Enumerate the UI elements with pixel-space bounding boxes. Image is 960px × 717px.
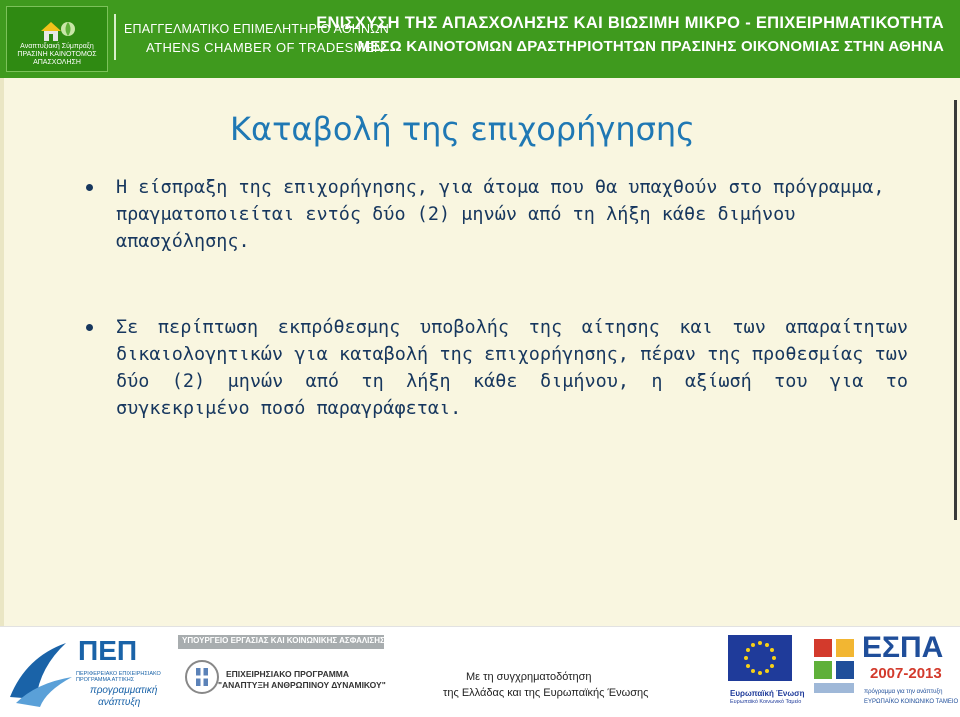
pep-subtitle-1: προγραμματική bbox=[90, 685, 158, 696]
house-leaf-icon bbox=[37, 17, 77, 43]
footer-logos bbox=[0, 626, 960, 717]
ministry-name: ΥΠΟΥΡΓΕΙΟ ΕΡΓΑΣΙΑΣ ΚΑΙ ΚΟΙΝΩΝΙΚΗΣ ΑΣΦΑΛΙΣΗΣ bbox=[182, 636, 385, 645]
bullet-text: Η είσπραξη της επιχορήγησης, για άτομα που θα υπαχθούν στο πρόγραμμα, πραγματοποιείται εντός δύο (2) μηνών από τη λήξη κάθε διμήνου απασχόλησης. bbox=[116, 177, 885, 252]
bullet-dot-icon bbox=[86, 184, 93, 191]
pep-program-name: ΠΕΡΙΦΕΡΕΙΑΚΟ ΕΠΙΧΕΙΡΗΣΙΑΚΟ ΠΡΟΓΡΑΜΜΑ ΑΤΤΙΚΗΣ bbox=[76, 671, 161, 683]
espa-title: ΕΣΠΑ bbox=[862, 631, 944, 664]
pep-acronym: ΠΕΠ bbox=[78, 635, 138, 666]
operational-program-line-2: "ΑΝΑΠΤΥΞΗ ΑΝΘΡΩΠΙΝΟΥ ΔΥΝΑΜΙΚΟΥ" bbox=[218, 680, 386, 690]
bullet-item bbox=[116, 174, 908, 255]
chamber-name-english: ATHENS CHAMBER OF TRADESMEN bbox=[146, 40, 384, 55]
slide-title: Καταβολή της επιχορήγησης bbox=[230, 110, 695, 148]
pep-subtitle-2: ανάπτυξη bbox=[98, 697, 141, 708]
slide-left-edge bbox=[0, 78, 4, 626]
operational-program-line-1: ΕΠΙΧΕΙΡΗΣΙΑΚΟ ΠΡΟΓΡΑΜΜΑ bbox=[226, 669, 350, 679]
pep-logo bbox=[6, 631, 166, 715]
bullet-text: Σε περίπτωση εκπρόθεσμης υποβολής της αίτησης και των απαραίτητων δικαιολογητικών για καταβολή της επιχορήγησης, πέραν της προθεσμίας των δύο (2) μηνών από τη λήξη κάθε διμήνου, η αξίωσή του για το συγκεκριμένο ποσό παραγράφεται. bbox=[116, 317, 908, 419]
project-title-line-2: ΜΕΣΩ ΚΑΙΝΟΤΟΜΩΝ ΔΡΑΣΤΗΡΙΟΤΗΤΩΝ ΠΡΑΣΙΝΗΣ ΟΙΚΟΝΟΜΙΑΣ ΣΤΗΝ ΑΘΗΝΑ bbox=[357, 38, 944, 55]
header-banner bbox=[0, 0, 960, 78]
bullet-item bbox=[116, 314, 908, 422]
cofunding-line-2: της Ελλάδας και της Ευρωπαϊκής Ένωσης bbox=[443, 687, 649, 699]
chamber-name-greek: ΕΠΑΓΓΕΛΜΑΤΙΚΟ ΕΠΙΜΕΛΗΤΗΡΙΟ ΑΘΗΝΩΝ bbox=[124, 22, 390, 36]
pep-swoosh-icon bbox=[6, 637, 76, 709]
greek-emblem-icon bbox=[184, 659, 220, 695]
cofunding-line-1: Με τη συγχρηματοδότηση bbox=[466, 671, 592, 683]
slide-right-border bbox=[954, 100, 957, 520]
eu-label: Ευρωπαϊκή Ένωση bbox=[730, 689, 805, 698]
eu-flag-icon bbox=[728, 635, 792, 681]
espa-subtitle-1: πρόγραμμα για την ανάπτυξη bbox=[864, 689, 943, 695]
eu-fund-label: Ευρωπαϊκό Κοινωνικό Ταμείο bbox=[730, 699, 802, 705]
header-divider bbox=[114, 14, 116, 60]
partnership-logo bbox=[6, 6, 108, 72]
espa-shapes-icon bbox=[810, 635, 860, 711]
project-title-line-1: ΕΝΙΣΧΥΣΗ ΤΗΣ ΑΠΑΣΧΟΛΗΣΗΣ ΚΑΙ ΒΙΩΣΙΜΗ ΜΙΚΡΟ - ΕΠΙΧΕΙΡΗΜΑΤΙΚΟΤΗΤΑ bbox=[316, 14, 944, 32]
espa-subtitle-2: ΕΥΡΩΠΑΪΚΟ ΚΟΙΝΩΝΙΚΟ ΤΑΜΕΙΟ bbox=[864, 699, 959, 705]
espa-logo bbox=[810, 631, 959, 715]
partnership-logo-text: Αναπτυξιακή Σύμπραξη ΠΡΑΣΙΝΗ ΚΑΙΝΟΤΟΜΟΣ ΑΠΑΣΧΟΛΗΣΗ bbox=[17, 43, 97, 66]
bullet-dot-icon bbox=[86, 324, 93, 331]
espa-years: 2007-2013 bbox=[870, 665, 942, 682]
